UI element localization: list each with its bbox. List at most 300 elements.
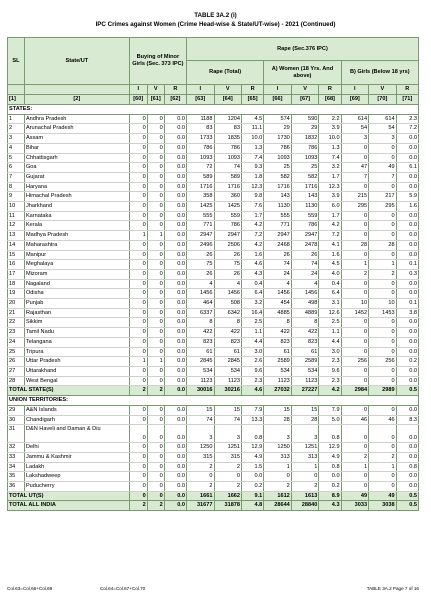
- table-row: [8, 163, 419, 173]
- value-cell: 2947: [291, 231, 319, 241]
- value-cell: 0: [129, 211, 147, 221]
- value-cell: 2589: [264, 357, 292, 367]
- value-cell: 74: [214, 163, 242, 173]
- table-row: [8, 134, 419, 144]
- table-row: [8, 482, 419, 492]
- value-cell: 2.3: [319, 376, 341, 386]
- value-cell: 0.0: [396, 328, 418, 338]
- sl-cell: 19: [8, 289, 25, 299]
- value-cell: 10.0: [319, 134, 341, 144]
- value-cell: 0.0: [164, 202, 186, 212]
- value-cell: 0: [341, 250, 369, 260]
- value-cell: 4.2: [319, 221, 341, 231]
- value-cell: 1.3: [319, 143, 341, 153]
- value-cell: 0: [129, 269, 147, 279]
- value-cell: 4885: [264, 308, 292, 318]
- value-cell: 0.0: [164, 299, 186, 309]
- value-cell: 0: [147, 114, 164, 124]
- value-cell: 2: [214, 482, 242, 492]
- value-cell: 2.3: [319, 357, 341, 367]
- value-cell: 0: [147, 172, 164, 182]
- value-cell: 0: [341, 143, 369, 153]
- value-cell: 0: [147, 482, 164, 492]
- value-cell: 12.6: [319, 308, 341, 318]
- value-cell: 3: [291, 425, 319, 443]
- value-cell: 1456: [291, 289, 319, 299]
- value-cell: 2: [369, 452, 397, 462]
- value-cell: 1250: [264, 443, 292, 453]
- value-cell: 0.0: [164, 386, 186, 396]
- value-cell: 0.0: [164, 491, 186, 501]
- value-cell: 4.6: [242, 260, 264, 270]
- sl-cell: 35: [8, 472, 25, 482]
- value-cell: 4.2: [242, 240, 264, 250]
- value-cell: 0.0: [396, 153, 418, 163]
- value-cell: 7: [341, 172, 369, 182]
- value-cell: 0: [129, 240, 147, 250]
- value-cell: 0.0: [396, 472, 418, 482]
- value-cell: 3.2: [242, 299, 264, 309]
- value-cell: 0: [369, 279, 397, 289]
- table-row: [8, 452, 419, 462]
- total-label: TOTAL ALL INDIA: [8, 501, 130, 511]
- value-cell: 8: [186, 318, 214, 328]
- subheader-5: R: [242, 85, 264, 95]
- value-cell: 0.0: [396, 182, 418, 192]
- state-name-cell: Uttar Pradesh: [24, 357, 129, 367]
- value-cell: 0: [129, 182, 147, 192]
- value-cell: 0.0: [164, 250, 186, 260]
- value-cell: 0: [147, 366, 164, 376]
- value-cell: 771: [186, 221, 214, 231]
- state-name-cell: Punjab: [24, 299, 129, 309]
- value-cell: 7.4: [319, 153, 341, 163]
- total-row: [8, 501, 419, 511]
- value-cell: 1613: [291, 491, 319, 501]
- value-cell: 0: [341, 211, 369, 221]
- table-row: [8, 347, 419, 357]
- value-cell: 2947: [186, 231, 214, 241]
- value-cell: 0: [341, 347, 369, 357]
- value-cell: 4: [264, 279, 292, 289]
- value-cell: 786: [214, 143, 242, 153]
- value-cell: 0: [147, 347, 164, 357]
- header-women: A) Women (18 Yrs. And above): [264, 61, 341, 85]
- value-cell: 7.6: [242, 202, 264, 212]
- table-row: [8, 462, 419, 472]
- table-row: [8, 308, 419, 318]
- value-cell: 46: [369, 415, 397, 425]
- value-cell: 559: [291, 211, 319, 221]
- column-number-7: [65]: [242, 95, 264, 105]
- table-row: [8, 231, 419, 241]
- value-cell: 0.5: [396, 386, 418, 396]
- value-cell: 1: [369, 462, 397, 472]
- table-row: [8, 328, 419, 338]
- value-cell: 0: [147, 452, 164, 462]
- table-row: [8, 202, 419, 212]
- value-cell: 1716: [264, 182, 292, 192]
- value-cell: 0: [341, 318, 369, 328]
- value-cell: 422: [264, 328, 292, 338]
- value-cell: 0: [264, 472, 292, 482]
- total-row: [8, 491, 419, 501]
- value-cell: 9.3: [242, 163, 264, 173]
- value-cell: 1: [147, 231, 164, 241]
- value-cell: 1.6: [242, 250, 264, 260]
- value-cell: 2.5: [319, 318, 341, 328]
- value-cell: 0: [129, 202, 147, 212]
- total-label: TOTAL STATE(S): [8, 386, 130, 396]
- value-cell: 75: [214, 260, 242, 270]
- value-cell: 0.0: [396, 250, 418, 260]
- value-cell: 7: [369, 172, 397, 182]
- value-cell: 4.3: [319, 501, 341, 511]
- state-name-cell: Nagaland: [24, 279, 129, 289]
- table-row: [8, 279, 419, 289]
- value-cell: 2: [341, 269, 369, 279]
- state-name-cell: Meghalaya: [24, 260, 129, 270]
- sl-cell: 34: [8, 462, 25, 472]
- state-name-cell: Kerala: [24, 221, 129, 231]
- value-cell: 27032: [264, 386, 292, 396]
- table-row: [8, 299, 419, 309]
- value-cell: 26: [214, 269, 242, 279]
- value-cell: 0: [147, 202, 164, 212]
- value-cell: 0: [129, 415, 147, 425]
- value-cell: 8.3: [396, 415, 418, 425]
- value-cell: 0.0: [164, 279, 186, 289]
- value-cell: 1: [341, 462, 369, 472]
- value-cell: 2947: [264, 231, 292, 241]
- value-cell: 0: [341, 443, 369, 453]
- value-cell: 28644: [264, 501, 292, 511]
- value-cell: 1.7: [319, 172, 341, 182]
- column-number-4: [62]: [164, 95, 186, 105]
- value-cell: 16.4: [242, 308, 264, 318]
- value-cell: 360: [214, 192, 242, 202]
- value-cell: 0.0: [396, 347, 418, 357]
- value-cell: 589: [186, 172, 214, 182]
- value-cell: 0.0: [396, 240, 418, 250]
- value-cell: 295: [341, 202, 369, 212]
- value-cell: 2.3: [396, 114, 418, 124]
- value-cell: 0: [129, 124, 147, 134]
- table-row: [8, 172, 419, 182]
- value-cell: 0.0: [396, 318, 418, 328]
- value-cell: 0: [147, 415, 164, 425]
- value-cell: 508: [214, 299, 242, 309]
- value-cell: 3.9: [319, 124, 341, 134]
- section-header: [8, 396, 419, 406]
- value-cell: 0: [129, 472, 147, 482]
- value-cell: 4.0: [319, 269, 341, 279]
- value-cell: 4.2: [242, 221, 264, 231]
- value-cell: 0: [147, 269, 164, 279]
- value-cell: 1.1: [242, 328, 264, 338]
- state-name-cell: D&N Haveli and Daman & Diu: [24, 425, 129, 443]
- value-cell: 7.2: [242, 231, 264, 241]
- value-cell: 28: [291, 415, 319, 425]
- value-cell: 6.0: [319, 202, 341, 212]
- value-cell: 0: [341, 231, 369, 241]
- state-name-cell: Chhattisgarh: [24, 153, 129, 163]
- section-header: [8, 105, 419, 115]
- state-name-cell: Gujarat: [24, 172, 129, 182]
- value-cell: 1: [341, 260, 369, 270]
- sl-cell: 11: [8, 211, 25, 221]
- value-cell: 422: [291, 328, 319, 338]
- table-row: [8, 153, 419, 163]
- sl-cell: 33: [8, 452, 25, 462]
- value-cell: 0.0: [164, 240, 186, 250]
- value-cell: 1: [264, 462, 292, 472]
- value-cell: 6.4: [242, 289, 264, 299]
- value-cell: 0: [129, 114, 147, 124]
- value-cell: 1251: [214, 443, 242, 453]
- value-cell: 0.0: [164, 124, 186, 134]
- header-girls: B) Girls (Below 18 yrs): [341, 61, 418, 85]
- value-cell: 0: [341, 279, 369, 289]
- value-cell: 24: [264, 269, 292, 279]
- value-cell: 0: [341, 482, 369, 492]
- sl-cell: 18: [8, 279, 25, 289]
- state-name-cell: Assam: [24, 134, 129, 144]
- value-cell: 0: [147, 405, 164, 415]
- value-cell: 2: [147, 386, 164, 396]
- value-cell: 2984: [341, 386, 369, 396]
- value-cell: 0: [214, 472, 242, 482]
- value-cell: 2589: [291, 357, 319, 367]
- sl-cell: 36: [8, 482, 25, 492]
- value-cell: 7.4: [242, 153, 264, 163]
- value-cell: 0: [369, 221, 397, 231]
- sl-cell: 5: [8, 153, 25, 163]
- value-cell: 2: [291, 482, 319, 492]
- value-cell: 1.6: [319, 250, 341, 260]
- value-cell: 0: [147, 318, 164, 328]
- table-row: [8, 221, 419, 231]
- value-cell: 0: [129, 425, 147, 443]
- subheader-1: V: [147, 85, 164, 95]
- value-cell: 0: [369, 366, 397, 376]
- value-cell: 26: [291, 250, 319, 260]
- value-cell: 3.2: [319, 163, 341, 173]
- value-cell: 0.2: [396, 357, 418, 367]
- value-cell: 0.0: [164, 308, 186, 318]
- value-cell: 46: [341, 415, 369, 425]
- sl-cell: 4: [8, 143, 25, 153]
- column-number-5: [63]: [186, 95, 214, 105]
- value-cell: 0.0: [164, 337, 186, 347]
- table-row: [8, 357, 419, 367]
- sl-cell: 26: [8, 357, 25, 367]
- table-row: [8, 318, 419, 328]
- value-cell: 574: [264, 114, 292, 124]
- subheader-6: I: [264, 85, 292, 95]
- value-cell: 0.4: [319, 279, 341, 289]
- value-cell: 1.7: [319, 211, 341, 221]
- value-cell: 0: [147, 289, 164, 299]
- value-cell: 0.0: [164, 260, 186, 270]
- value-cell: 0.0: [396, 337, 418, 347]
- value-cell: 0: [147, 462, 164, 472]
- value-cell: 0.0: [164, 269, 186, 279]
- value-cell: 24: [291, 269, 319, 279]
- value-cell: 0.0: [164, 501, 186, 511]
- state-name-cell: Rajasthan: [24, 308, 129, 318]
- value-cell: 0.0: [164, 405, 186, 415]
- subheader-7: V: [291, 85, 319, 95]
- value-cell: 0: [341, 405, 369, 415]
- value-cell: 534: [186, 366, 214, 376]
- value-cell: 26: [214, 250, 242, 260]
- table-row: [8, 405, 419, 415]
- table-row: [8, 260, 419, 270]
- value-cell: 7.9: [242, 405, 264, 415]
- value-cell: 3: [341, 134, 369, 144]
- sl-cell: 16: [8, 260, 25, 270]
- value-cell: 1661: [186, 491, 214, 501]
- value-cell: 0: [129, 318, 147, 328]
- value-cell: 559: [214, 211, 242, 221]
- sl-cell: 14: [8, 240, 25, 250]
- value-cell: 3038: [369, 501, 397, 511]
- value-cell: 534: [214, 366, 242, 376]
- value-cell: 0: [369, 153, 397, 163]
- value-cell: 4.1: [319, 240, 341, 250]
- value-cell: 0: [369, 289, 397, 299]
- sl-cell: 24: [8, 337, 25, 347]
- value-cell: 47: [341, 163, 369, 173]
- value-cell: 12.3: [242, 182, 264, 192]
- subheader-10: V: [369, 85, 397, 95]
- value-cell: 823: [214, 337, 242, 347]
- value-cell: 0.0: [164, 415, 186, 425]
- value-cell: 0.0: [164, 347, 186, 357]
- value-cell: 0: [129, 308, 147, 318]
- state-name-cell: Sikkim: [24, 318, 129, 328]
- value-cell: 4.4: [319, 337, 341, 347]
- value-cell: 0.0: [396, 143, 418, 153]
- state-name-cell: Karnataka: [24, 211, 129, 221]
- value-cell: 2496: [186, 240, 214, 250]
- value-cell: 454: [264, 299, 292, 309]
- table-row: [8, 182, 419, 192]
- value-cell: 74: [291, 260, 319, 270]
- value-cell: 1733: [186, 134, 214, 144]
- value-cell: 0.8: [242, 425, 264, 443]
- value-cell: 4889: [291, 308, 319, 318]
- table-row: [8, 143, 419, 153]
- table-title: TABLE 3A.2 (i): [194, 12, 237, 19]
- table-row: [8, 337, 419, 347]
- value-cell: 1204: [214, 114, 242, 124]
- value-cell: 74: [264, 260, 292, 270]
- state-name-cell: Uttarakhand: [24, 366, 129, 376]
- value-cell: 143: [264, 192, 292, 202]
- value-cell: 0: [147, 134, 164, 144]
- header-buying-minor-girls: Buying of Minor Girls (Sec. 373 IPC): [129, 38, 186, 85]
- state-name-cell: Goa: [24, 163, 129, 173]
- value-cell: 0: [369, 405, 397, 415]
- value-cell: 0: [147, 211, 164, 221]
- column-number-12: [70]: [369, 95, 397, 105]
- value-cell: 6337: [186, 308, 214, 318]
- state-name-cell: Lakshadweep: [24, 472, 129, 482]
- value-cell: 31677: [186, 501, 214, 511]
- value-cell: 0.0: [164, 231, 186, 241]
- table-row: [8, 425, 419, 443]
- value-cell: 1250: [186, 443, 214, 453]
- value-cell: 534: [264, 366, 292, 376]
- value-cell: 0: [129, 221, 147, 231]
- state-name-cell: Chandigarh: [24, 415, 129, 425]
- subheader-3: I: [186, 85, 214, 95]
- value-cell: 0: [369, 318, 397, 328]
- sl-cell: 15: [8, 250, 25, 260]
- value-cell: 4.2: [319, 386, 341, 396]
- value-cell: 11.1: [242, 124, 264, 134]
- value-cell: 0.0: [396, 425, 418, 443]
- value-cell: 1425: [186, 202, 214, 212]
- value-cell: 0.0: [396, 366, 418, 376]
- value-cell: 2: [129, 501, 147, 511]
- value-cell: 0: [341, 472, 369, 482]
- value-cell: 9.8: [242, 192, 264, 202]
- value-cell: 0.8: [319, 425, 341, 443]
- value-cell: 1: [291, 462, 319, 472]
- value-cell: 0.0: [164, 366, 186, 376]
- value-cell: 4.9: [319, 452, 341, 462]
- column-number-11: [69]: [341, 95, 369, 105]
- value-cell: 0.0: [164, 289, 186, 299]
- value-cell: 4: [214, 279, 242, 289]
- state-name-cell: Himachal Pradesh: [24, 192, 129, 202]
- value-cell: 0.0: [164, 134, 186, 144]
- value-cell: 3.9: [319, 192, 341, 202]
- value-cell: 83: [214, 124, 242, 134]
- value-cell: 5.9: [396, 192, 418, 202]
- sl-cell: 1: [8, 114, 25, 124]
- value-cell: 0: [129, 337, 147, 347]
- value-cell: 28: [264, 415, 292, 425]
- value-cell: 61: [291, 347, 319, 357]
- value-cell: 8.9: [319, 491, 341, 501]
- value-cell: 72: [186, 163, 214, 173]
- value-cell: 1835: [214, 134, 242, 144]
- value-cell: 61: [264, 347, 292, 357]
- value-cell: 1188: [186, 114, 214, 124]
- value-cell: 28: [341, 240, 369, 250]
- value-cell: 2: [186, 462, 214, 472]
- value-cell: 0: [147, 250, 164, 260]
- subheader-row: [8, 85, 419, 95]
- value-cell: 10: [341, 299, 369, 309]
- value-cell: 12.9: [319, 443, 341, 453]
- table-row: [8, 415, 419, 425]
- value-cell: 0: [341, 221, 369, 231]
- table-row: [8, 376, 419, 386]
- state-name-cell: Maharashtra: [24, 240, 129, 250]
- value-cell: 0.0: [319, 472, 341, 482]
- value-cell: 0: [369, 472, 397, 482]
- sl-cell: 8: [8, 182, 25, 192]
- value-cell: 0: [341, 337, 369, 347]
- header-rape-group: Rape (Sec.376 IPC): [186, 38, 418, 61]
- value-cell: 0: [341, 366, 369, 376]
- value-cell: 771: [264, 221, 292, 231]
